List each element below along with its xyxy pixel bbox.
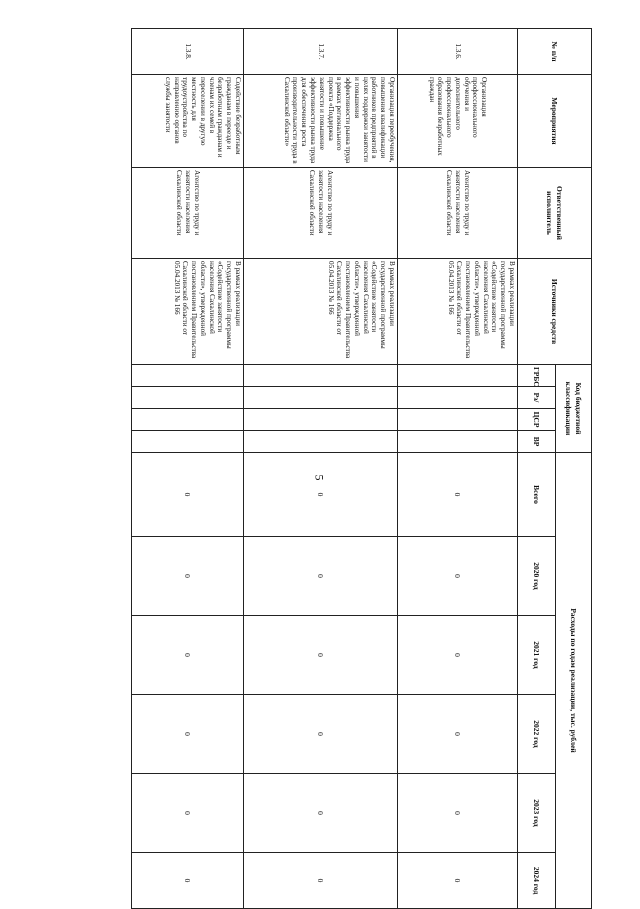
row-responsible: Агентство по труду и занятости населения Сахалинской области xyxy=(132,168,244,259)
row-total: 0 xyxy=(132,453,244,537)
row-code-grbs xyxy=(244,365,398,387)
header-year-2022: 2022 год xyxy=(518,695,556,774)
row-value-2022: 0 xyxy=(132,695,244,774)
rotated-table-wrapper xyxy=(132,28,592,895)
row-code-vr xyxy=(244,431,398,453)
row-value-2023: 0 xyxy=(132,774,244,853)
row-source: В рамках реализации государственной программы «Содействие занятости населения Сахалинской области», утвержденной постановлением Правительства Сахалинской области от 05.04.2013 № 166 xyxy=(398,259,518,365)
row-responsible: Агентство по труду и занятости населения Сахалинской области xyxy=(398,168,518,259)
row-total: 0 xyxy=(398,453,518,537)
row-total: 0 xyxy=(244,453,398,537)
row-measure: Организация профессионального обучения и дополнительного профессионального образования безработных граждан xyxy=(398,75,518,168)
row-value-2021: 0 xyxy=(132,616,244,695)
row-code-csr xyxy=(244,409,398,431)
row-num: 1.3.8. xyxy=(132,29,244,75)
row-code-rz xyxy=(132,387,244,409)
row-value-2020: 0 xyxy=(132,537,244,616)
row-value-2023: 0 xyxy=(398,774,518,853)
page-number: 5 xyxy=(312,474,327,481)
row-num: 1.3.7. xyxy=(244,29,398,75)
row-value-2021: 0 xyxy=(398,616,518,695)
row-value-2020: 0 xyxy=(244,537,398,616)
table-row xyxy=(244,29,398,909)
table-row xyxy=(398,29,518,909)
header-total: Всего xyxy=(518,453,556,537)
header-expenses: Расходы по годам реализации, тыс. рублей xyxy=(556,453,592,909)
row-value-2023: 0 xyxy=(244,774,398,853)
header-sources: Источники средств xyxy=(518,259,592,365)
row-measure: Организация переобучения, повышения квалификации работников предприятий в целях поддержки занятости и повышения эффективности рынка труда в рамках регионального проекта «Поддержка занятости и повышение эффективности рынка труда для обеспечения роста производительности труда в Сахалинской области» xyxy=(244,75,398,168)
row-code-grbs xyxy=(398,365,518,387)
header-year-2021: 2021 год xyxy=(518,616,556,695)
header-num: № п/п xyxy=(518,29,592,75)
header-budget-code: Код бюджетной классификации xyxy=(556,365,592,453)
row-code-vr xyxy=(132,431,244,453)
header-code-csr: ЦСР xyxy=(518,409,556,431)
row-source: В рамках реализации государственной программы «Содействие занятости населения Сахалинской области», утвержденной постановлением Правительства Сахалинской области от 05.04.2013 № 166 xyxy=(132,259,244,365)
row-code-grbs xyxy=(132,365,244,387)
row-measure: Содействие безработным гражданам в переезде и безработным гражданам и членам их семей в переселении в другую местность для трудоустройства по направлению органов службы занятости xyxy=(132,75,244,168)
header-code-grbs: ГРБС xyxy=(518,365,556,387)
table-row xyxy=(132,29,244,909)
header-year-2020: 2020 год xyxy=(518,537,556,616)
row-value-2022: 0 xyxy=(398,695,518,774)
row-responsible: Агентство по труду и занятости населения Сахалинской области xyxy=(244,168,398,259)
row-code-csr xyxy=(132,409,244,431)
row-source: В рамках реализации государственной программы «Содействие занятости населения Сахалинской области», утвержденной постановлением Правительства Сахалинской области от 05.04.2013 № 166 xyxy=(244,259,398,365)
header-responsible: Ответственный исполнитель xyxy=(518,168,592,259)
header-measures: Мероприятия xyxy=(518,75,592,168)
header-year-2024: 2024 год xyxy=(518,853,556,909)
row-value-2024: 0 xyxy=(244,853,398,909)
row-value-2024: 0 xyxy=(398,853,518,909)
row-value-2021: 0 xyxy=(244,616,398,695)
row-code-rz xyxy=(244,387,398,409)
row-code-csr xyxy=(398,409,518,431)
row-value-2020: 0 xyxy=(398,537,518,616)
budget-table xyxy=(131,28,592,909)
row-num: 1.3.6. xyxy=(398,29,518,75)
row-code-rz xyxy=(398,387,518,409)
header-year-2023: 2023 год xyxy=(518,774,556,853)
row-code-vr xyxy=(398,431,518,453)
header-code-rz: Рз/ xyxy=(518,387,556,409)
header-code-vr: ВР xyxy=(518,431,556,453)
row-value-2024: 0 xyxy=(132,853,244,909)
row-value-2022: 0 xyxy=(244,695,398,774)
